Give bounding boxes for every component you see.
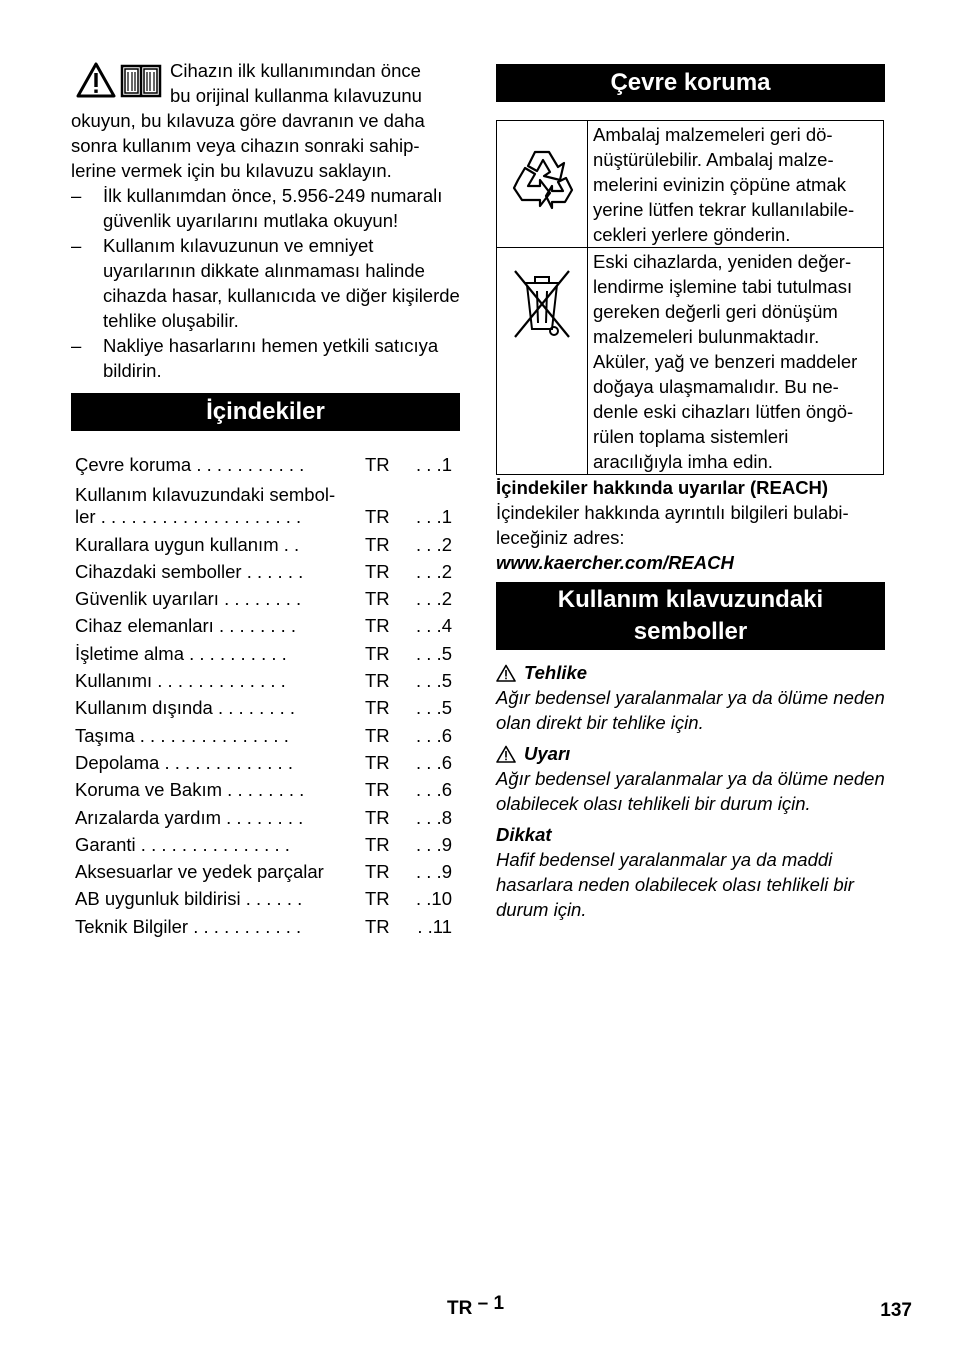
toc-row[interactable]: Aksesuarlar ve yedek parçalar TR . . .9	[75, 861, 452, 883]
toc-row[interactable]: Çevre koruma . . . . . . . . . . . TR . . .1	[75, 454, 452, 476]
env-table	[496, 120, 884, 475]
toc-row[interactable]: Kurallara uygun kullanım . . TR . . .2	[75, 533, 452, 555]
env-row-disposal	[497, 248, 884, 475]
symbol-heading-caution: Dikkat	[496, 824, 552, 845]
toc-row[interactable]: İşletime alma . . . . . . . . . . TR . . .5	[75, 642, 452, 664]
symbol-text-warning: Ağır bedensel yaralanmalar ya da ölüme neden olabilecek olası tehlikeli bir durum için.	[496, 768, 885, 814]
footer-page-number: 137	[880, 1300, 912, 1321]
env-row-packaging	[497, 121, 884, 248]
warning-triangle-icon	[496, 745, 516, 763]
toc-row[interactable]: Kullanımı . . . . . . . . . . . . . TR . . .5	[75, 670, 452, 692]
symbol-heading-warning: Uyarı	[496, 741, 885, 766]
footer-section-page: TR – 1	[447, 1293, 505, 1319]
list-item: – İlk kullanımdan önce, 5.956-249 numaralı güvenlik uyarılarını mutlaka okuyun!	[71, 183, 460, 233]
toc-row[interactable]: Garanti . . . . . . . . . . . . . . . TR . . .9	[75, 833, 452, 855]
recycle-icon	[502, 138, 582, 218]
reach-link[interactable]: www.kaercher.com/REACH	[496, 552, 734, 573]
manual-book-icon	[120, 62, 162, 98]
intro-line-2: bu orijinal kullanma kılavuzunu	[170, 85, 422, 106]
symbol-text-caution: Hafif bedensel yaralanmalar ya da maddi hasarlara neden olabilecek olası tehlikeli bir durum için.	[496, 849, 854, 920]
env-text-disposal: Eski cihazlarda, yeniden değer-lendirme işlemine tabi tutulması gereken değerli geri dönüşüm malzemeleri bulunmaktadır. Aküler, yağ ve benzeri maddeler doğaya ulaşmamalıdır. Bu ne-denle eski cihazları lütfen öngö-rülen toplama sistemleri aracılığıyla imha edin.	[588, 248, 884, 475]
toc-row[interactable]: Teknik Bilgiler . . . . . . . . . . . TR . .11	[75, 915, 452, 937]
left-column	[71, 58, 460, 938]
right-column	[496, 64, 885, 922]
list-item: – Kullanım kılavuzunun ve emniyet uyarılarının dikkate alınmaması halinde cihazda hasar, kullanıcıda ve diğer kişilerde tehlike oluşabilir.	[71, 233, 460, 333]
toc-row[interactable]: Cihazdaki semboller . . . . . . TR . . .2	[75, 560, 452, 582]
env-text-packaging: Ambalaj malzemeleri geri dö-nüştürülebilir. Ambalaj malze-melerini evinizin çöpüne atmak yerine lütfen tekrar kullanılabile-cekleri yerlere gönderin.	[588, 121, 884, 248]
symbol-heading-danger: Tehlike	[496, 660, 885, 685]
warning-triangle-icon	[496, 664, 516, 682]
toc-row[interactable]: Koruma ve Bakım . . . . . . . . TR . . .6	[75, 779, 452, 801]
toc-row[interactable]: Kullanım kılavuzundaki sembol- ler . . . . . . . . . . . . . . . . . . . . TR . . .1	[75, 484, 452, 528]
toc-row[interactable]: Taşıma . . . . . . . . . . . . . . . TR . . .6	[75, 724, 452, 746]
warning-triangle-icon	[76, 62, 116, 98]
toc-row[interactable]: Depolama . . . . . . . . . . . . . TR . . .6	[75, 751, 452, 773]
reach-text: İçindekiler hakkında ayrıntılı bilgileri bulabi-leceğiniz adres:	[496, 502, 849, 548]
crossed-bin-icon	[507, 263, 577, 343]
intro-block	[71, 58, 460, 183]
toc-row[interactable]: Güvenlik uyarıları . . . . . . . . TR . . .2	[75, 588, 452, 610]
intro-rest: okuyun, bu kılavuza göre davranın ve daha sonra kullanım veya cihazın sonraki sahip-lerine vermek için bu kılavuzu saklayın.	[71, 110, 425, 181]
toc-table	[71, 449, 460, 938]
toc-row[interactable]: AB uygunluk bildirisi . . . . . . TR . .10	[75, 888, 452, 910]
toc-row[interactable]: Kullanım dışında . . . . . . . . TR . . .5	[75, 697, 452, 719]
intro-bullets	[71, 183, 460, 383]
toc-row[interactable]: Arızalarda yardım . . . . . . . . TR . . .8	[75, 806, 452, 828]
toc-row[interactable]: Cihaz elemanları . . . . . . . . TR . . .4	[75, 615, 452, 637]
reach-title: İçindekiler hakkında uyarılar (REACH)	[496, 477, 829, 498]
toc-heading: İçindekiler	[71, 393, 460, 431]
list-item: – Nakliye hasarlarını hemen yetkili satıcıya bildirin.	[71, 333, 460, 383]
intro-icons	[76, 62, 162, 98]
symbols-heading: Kullanım kılavuzundaki semboller	[496, 582, 885, 650]
env-heading: Çevre koruma	[496, 64, 885, 102]
intro-line-1: Cihazın ilk kullanımından önce	[170, 60, 421, 81]
symbol-text-danger: Ağır bedensel yaralanmalar ya da ölüme neden olan direkt bir tehlike için.	[496, 687, 885, 733]
